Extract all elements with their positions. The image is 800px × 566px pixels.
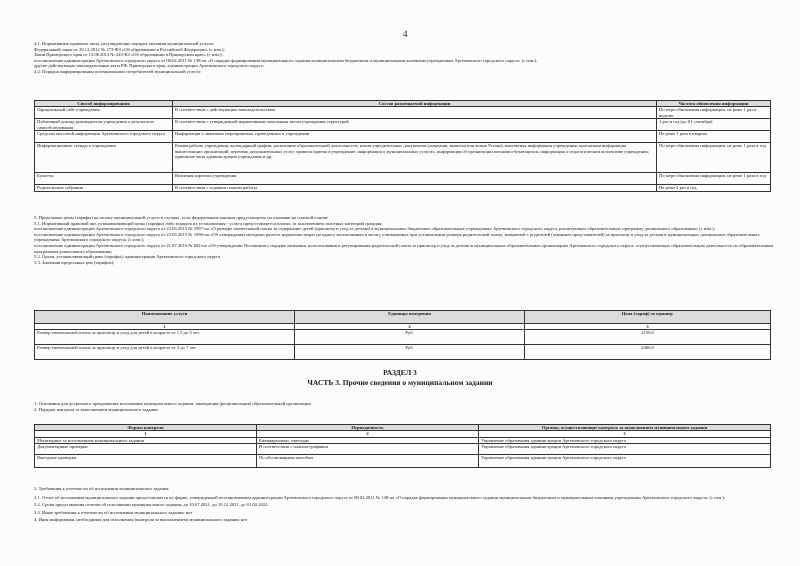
table-cell: Размер ежемесячной платы за присмотр и уход для детей в возрасте от 3 до 7 лет xyxy=(35,345,295,360)
column-number: 2 xyxy=(257,431,479,437)
table-row xyxy=(35,119,771,131)
table-cell: Не реже 1 раза в квартал xyxy=(657,131,771,143)
table-row xyxy=(35,345,771,360)
table-row xyxy=(35,143,771,173)
column-header: Периодичность xyxy=(257,425,479,431)
table-cell: Ежеквартально, ежегодно xyxy=(257,437,479,443)
table-cell: Не реже 2 раз в год xyxy=(657,185,771,192)
table-cell: Размер ежемесячной платы за присмотр и уход для детей в возрасте от 1,5 до 3 лет xyxy=(35,330,295,345)
text-line: 3. Требования к отчетности об исполнении муниципального задания xyxy=(34,486,169,491)
table-cell: Публичный доклад руководителя учреждения о результатах самообследования xyxy=(35,119,173,131)
column-header: Формы контроля xyxy=(35,425,257,431)
table-cell: По обоснованным жалобам xyxy=(257,455,479,468)
table-row xyxy=(35,185,771,192)
table-row xyxy=(35,131,771,143)
text-line: 5.2. Орган, устанавливающий цены (тарифы): администрация Артемовского городского округа xyxy=(34,254,221,260)
table-cell: Управление образования администрации Артемовского городского округа xyxy=(479,437,771,443)
text-line: постановление администрации Артемовского городского округа от 23.03.2015 № 1997-па «О размере ежемесячной платы за содержание детей (присмотр и уход за детьми) в муниципальных бюджетных образовательных учреждениях Артемовского городского округа, реализующих образовательную программу дошкольного образования» (с изм.); xyxy=(34,226,715,232)
table-row xyxy=(35,330,771,345)
table-cell: Документарные проверки xyxy=(35,444,257,455)
table-cell: 1 раз в год (до 01 сентября) xyxy=(657,119,771,131)
table-cell: По мере обновления информации, не реже 1 раза в год xyxy=(657,173,771,185)
column-header: Частота обновления информации xyxy=(657,101,771,107)
text-line: 2. Порядок контроля за выполнением муниципального задания: xyxy=(34,406,159,412)
text-line: Закон Приморского края от 13.08.2013 № 243-КЗ «Об образовании в Приморском крае» (с изм.); xyxy=(34,52,223,58)
column-number: 1 xyxy=(35,324,295,330)
information-table xyxy=(34,100,771,192)
table-cell: Буклеты xyxy=(35,173,173,185)
table-cell: 2150,0 xyxy=(525,330,771,345)
column-number: 3 xyxy=(479,431,771,437)
table-cell: Родительские собрания xyxy=(35,185,173,192)
table-cell: Управление образования администрации Артемовского городского округа xyxy=(479,455,771,468)
column-number: 3 xyxy=(525,324,771,330)
text-line: постановление администрации Артемовского городского округа от 21.07.2016 № 602-па «Об утверждении Положения о порядке взимания, использования и регулирования родительской платы за присмотр и уход за детьми в муниципальных образовательных организациях Артемовского городского округа, осуществляющих образовательную деятельность по образовательным программам дошкольного образования» xyxy=(34,242,774,254)
control-table xyxy=(34,424,771,468)
text-line: 4.1. Нормативные правовые акты, регулирующие порядок оказания муниципальной услуги: xyxy=(34,41,215,46)
table-row xyxy=(35,107,771,119)
table-row xyxy=(35,444,771,455)
column-header: Единицы измерения xyxy=(295,311,525,324)
text-line: 3.2. Сроки представления отчетов об исполнении муниципального задания: до 10.07.2021, до 10.12.2021, до 01.02.2022. xyxy=(34,502,269,508)
table-cell: Средства массовой информации Артемовского городского округа xyxy=(35,131,173,143)
page-number: 4 xyxy=(403,29,408,39)
table-cell: В соответствии с действующим законодательством xyxy=(173,107,657,119)
column-header: Наименование услуги xyxy=(35,311,295,324)
text-line: 3.1. Отчет об исполнении муниципального задания предоставляется по форме, утвержденной постановлением администрации Артемовского городского округа от 08.02.2011 № 138-па «О порядке формирования муниципального задания муниципальным бюджетным и муниципальным казенным учреждениям Артемовского городского округа» (с изм.); xyxy=(34,494,726,500)
column-header: Состав размещаемой информации xyxy=(173,101,657,107)
regulation-list xyxy=(34,41,794,75)
table-cell: Руб. xyxy=(295,330,525,345)
table-row xyxy=(35,455,771,468)
table-row xyxy=(35,173,771,185)
text-line: Федеральный закон от 29.12.2012 № 273-ФЗ «Об образовании в Российской Федерации» (с изм.); xyxy=(34,46,225,52)
text-line: 4.2. Порядок информирования потенциальных потребителей муниципальной услуги: xyxy=(34,68,202,74)
table-cell: По мере обновления информации, не реже 1 раз в неделю xyxy=(657,107,771,119)
other-info-text xyxy=(34,401,794,412)
table-cell: В соответствии с утвержденной нормативным локальным актом учреждения структурой xyxy=(173,119,657,131)
table-cell: Официальный сайт учреждения xyxy=(35,107,173,119)
text-line: 5. Предельные цены (тарифы) на оплату муниципальной услуги в случаях, если федеральным законом предусмотрено их оказание на платной основе xyxy=(34,215,328,220)
text-line: другие действующие законодательные акты РФ, Приморского края, администрации Артемовского городского округа. xyxy=(34,63,265,69)
reporting-text xyxy=(34,486,774,523)
column-header: Способ информирования xyxy=(35,101,173,107)
table-cell: Режим работы учреждения; календарный график; расписание образовательной деятельности; копии учредительных документов (лицензия, выписка или копия Устава); контактная информация учреждения; контактная информация вышестоящих организаций; перечень дополнительных услуг, правила приема в учреждение; информация о муниципальных услугах, информация об организации питания обучающихся, информация о педагогическом коллективе учреждения; приемные часы администрации учреждения и др. xyxy=(173,143,657,173)
text-line: 5.3. Значения предельных цен (тарифов): xyxy=(34,259,115,265)
table-cell: В соответствии с годовым планом работы xyxy=(173,185,657,192)
column-header: Органы, осуществляющие контроль за выполнением муниципального задания xyxy=(479,425,771,431)
table-cell: Мониторинг за исполнением муниципального задания xyxy=(35,437,257,443)
table-cell: 2480,0 xyxy=(525,345,771,360)
column-header: Цена (тариф) за единицу xyxy=(525,311,771,324)
column-number: 2 xyxy=(295,324,525,330)
text-line: 4. Иная информация, необходимая для исполнения (контроля за выполнением) муниципального задания: нет xyxy=(34,517,248,523)
text-line: 1. Основания для досрочного прекращения исполнения муниципального задания: ликвидация (реорганизация) образовательной организации xyxy=(34,401,311,406)
table-cell: В соответствии с планом-графиком xyxy=(257,444,479,455)
text-line: 5.1. Нормативный правовой акт, устанавливающий цены (тарифы) либо порядок их установления - услуга предоставляется платно, за исключением льготных категорий граждан: xyxy=(34,220,383,226)
table-cell: Управление образования администрации Артемовского городского округа xyxy=(479,444,771,455)
text-line: постановление администрации Артемовского городского округа от 23.03.2015 № 1996-па «Об утверждении методики расчета норматива затрат на одного воспитанника в месяц, учитываемых при установлении размера родительской платы, взимаемой с родителей (законных представителей) за присмотр и уход за детьми в муниципальных дошкольных образовательных учреждениях Артемовского городского округа» (с изм.); xyxy=(34,231,760,243)
table-cell: Руб. xyxy=(295,345,525,360)
table-cell: Информация о значимых мероприятиях, проведенных в учреждении xyxy=(173,131,657,143)
price-table xyxy=(34,310,771,360)
table-header-row xyxy=(35,311,771,324)
table-cell: Визитная карточка учреждения xyxy=(173,173,657,185)
price-regulation-text xyxy=(34,215,774,265)
table-cell: По мере обновления информации, не реже 1 раза в год xyxy=(657,143,771,173)
section-title: РАЗДЕЛ 3 xyxy=(383,368,417,377)
table-cell: Выездные проверки xyxy=(35,455,257,468)
text-line: постановление администрации Артемовского городского округа от 08.02.2011 № 138-па «О порядке формирования муниципального задания муниципальным бюджетным и муниципальным казенным учреждениям Артемовского городского округа» (с изм.); xyxy=(34,57,538,63)
text-line: 3.3. Иные требования к отчетности об исполнении муниципального задания: нет xyxy=(34,509,193,515)
table-cell: Информационные стенды в учреждении xyxy=(35,143,173,173)
part-title: ЧАСТЬ 3. Прочие сведения о муниципальном задании xyxy=(307,378,493,387)
column-number: 1 xyxy=(35,431,257,437)
